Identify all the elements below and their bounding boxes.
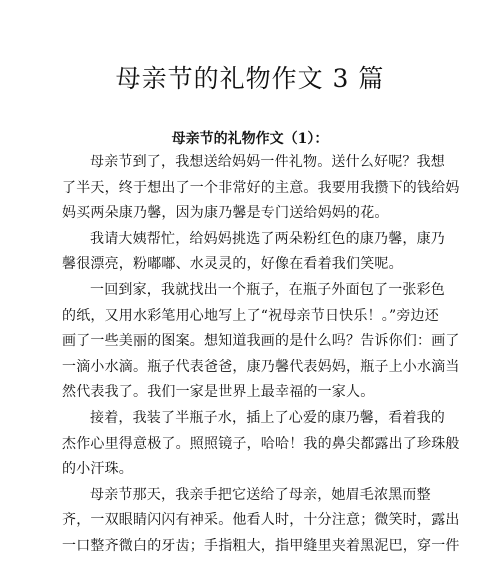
paragraph-line: 接着，我装了半瓶子水，插上了心爱的康乃馨，看着我的	[90, 409, 445, 426]
paragraph-line: 一滴小水滴。瓶子代表爸爸，康乃馨代表妈妈，瓶子上小水滴当	[62, 358, 460, 375]
paragraph-line: 母亲节那天，我亲手把它送给了母亲，她眉毛浓黑而整	[90, 486, 431, 503]
document-body	[62, 150, 460, 560]
paragraph-2	[62, 227, 445, 278]
paragraph-line: 然代表我了。我们一家是世界上最幸福的一家人。	[62, 384, 375, 401]
paragraph-line: 一回到家，我就找出一个瓶子，在瓶子外面包了一张彩色	[90, 281, 445, 298]
paragraph-line: 馨很漂亮，粉嘟嘟、水灵灵的，好像在看着我们笑呢。	[62, 256, 403, 273]
paragraph-line: 杰作心里得意极了。照照镜子，哈哈！我的鼻尖都露出了珍珠般	[62, 435, 460, 452]
paragraph-4	[62, 406, 460, 483]
document-title: 母亲节的礼物作文 3 篇	[115, 64, 385, 93]
paragraph-line: 的纸，又用水彩笔用心地写上了“祝母亲节日快乐！。”旁边还	[62, 307, 439, 324]
paragraph-line: 画了一些美丽的图案。想知道我画的是什么吗？告诉你们：画了	[62, 333, 460, 350]
paragraph-line: 妈买两朵康乃馨，因为康乃馨是专门送给妈妈的花。	[62, 205, 389, 222]
section-heading: 母亲节的礼物作文（1）：	[171, 131, 329, 147]
paragraph-line: 齐，一双眼睛闪闪有神采。他看人时，十分注意；微笑时，露出	[62, 512, 460, 529]
paragraph-line: 一口整齐微白的牙齿；手指粗大，指甲缝里夹着黑泥巴，穿一件	[62, 537, 460, 554]
paragraph-3	[62, 278, 460, 406]
paragraph-5	[62, 483, 460, 560]
paragraph-line: 母亲节到了，我想送给妈妈一件礼物。送什么好呢？我想	[90, 154, 445, 170]
paragraph-line: 了半天，终于想出了一个非常好的主意。我要用我攒下的钱给妈	[62, 179, 460, 196]
paragraph-line: 的小汗珠。	[62, 461, 133, 478]
paragraph-line: 我请大姨帮忙，给妈妈挑选了两朵粉红色的康乃馨，康乃	[90, 230, 445, 247]
paragraph-1	[62, 150, 460, 227]
